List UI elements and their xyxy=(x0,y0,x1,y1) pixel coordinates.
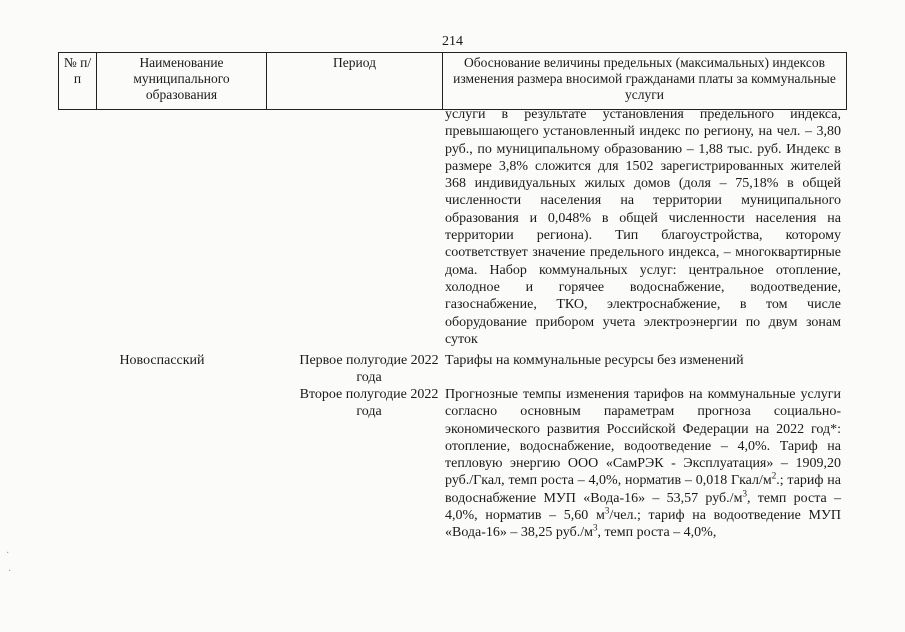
page-number: 214 xyxy=(442,34,463,49)
period-first-half-text xyxy=(445,352,841,369)
header-period: Период xyxy=(267,53,443,110)
period-first-half: Первое полугодие 2022 года xyxy=(299,353,439,386)
forecast-text xyxy=(445,386,841,542)
forecast-text-part2: .; тариф на водоснабжение МУП «Вода-16» – 53,57 руб./м xyxy=(445,473,841,506)
scan-speck: · xyxy=(8,566,12,577)
forecast-text-part1: Прогнозные темпы изменения тарифов на коммунальные услуги согласно основным параметрам прогноза социально-экономического развития Российской Федерации на 2022 год*: отопление, водоснабжение, водоотведение – 4,0%. Тариф на тепловую энергию ООО «СамРЭК - Эксплуатация» – 1909,20 руб./Гкал, темп роста – 4,0%, норматив – 0,018 Гкал/м xyxy=(445,387,841,489)
continuation-text: услуги в результате установления предельного индекса, превышающего установленный индекс по региону, на чел. – 3,80 руб., по муниципальному образованию – 1,88 тыс. руб. Индекс в размере 3,8% сложится для 1502 зарегистрированных жителей 368 индивидуальных жилых домов (доля – 75,18% в общей численности населения на территории муниципального образования и 0,048% в общей численности населения на территории региона). Тип благоустройства, которому соответствует значение предельного индекса, – многоквартирные дома. Набор коммунальных услуг: центральное отопление, холодное и горячее водоснабжение, водоотведение, газоснабжение, ТКО, электроснабжение, в том числе оборудование прибором учета электроэнергии по двум зонам суток xyxy=(445,107,841,347)
header-justification: Обоснование величины предельных (максимальных) индексов изменения размера вносимой гражданами платы за коммунальные услуги xyxy=(443,53,847,110)
header-number: № п/п xyxy=(59,53,97,110)
tariffs-unchanged-text: Тарифы на коммунальные ресурсы без изменений xyxy=(445,353,744,368)
superscript-2: 2 xyxy=(771,470,777,481)
header-municipality: Наименование муниципального образования xyxy=(97,53,267,110)
forecast-text-part5: , темп роста – 4,0%, xyxy=(597,525,717,541)
forecast-text-part4: /чел.; тариф на водоотведение МУП «Вода-16» – 38,25 руб./м xyxy=(445,508,842,541)
period-second-half: Второе полугодие 2022 года xyxy=(299,387,439,420)
municipality-name: Новоспасский xyxy=(119,353,205,368)
superscript-3c: 3 xyxy=(592,522,598,533)
continuation-block xyxy=(445,106,841,348)
superscript-3a: 3 xyxy=(742,488,747,499)
superscript-3b: 3 xyxy=(604,505,610,516)
scan-speck: · xyxy=(6,548,10,559)
period-second-half-block xyxy=(445,386,841,542)
forecast-text-part3: , темп роста – 4,0%, норматив – 5,60 м xyxy=(445,490,841,524)
table-header xyxy=(58,52,847,110)
